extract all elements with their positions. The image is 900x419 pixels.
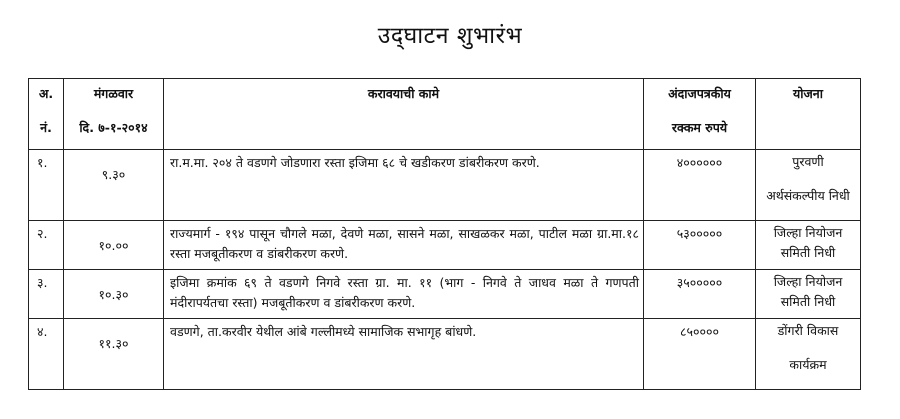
time-slot: १०.३० bbox=[98, 287, 129, 302]
document-title: उद्‌घाटन शुभारंभ bbox=[377, 23, 523, 49]
header-scheme bbox=[756, 79, 861, 150]
cell-scheme bbox=[756, 221, 861, 270]
header-time bbox=[64, 79, 164, 150]
header-amount-line1: अंदाजपत्रकीय bbox=[668, 86, 731, 101]
serial-number: ३. bbox=[37, 275, 48, 290]
cell-time bbox=[64, 221, 164, 270]
header-work-label: करावयाची कामे bbox=[367, 86, 440, 101]
scheme-line2: समिती निधी bbox=[780, 294, 836, 309]
estimated-amount: ४०००००० bbox=[676, 155, 723, 170]
cell-time bbox=[64, 150, 164, 221]
work-description: राज्यमार्ग - १९४ पासून चौगले मळा, देवणे मळा, सासने मळा, साखळकर मळा, पाटील मळा ग्रा.मा.१८ रस्ता मजबूतीकरण व डांबरीकरण करणे. bbox=[170, 226, 639, 261]
work-description: वडणगे, ता.करवीर येथील आंबे गल्लीमध्ये सामाजिक सभागृह बांधणे. bbox=[170, 324, 477, 339]
cell-time bbox=[64, 319, 164, 390]
table-row bbox=[29, 319, 861, 390]
table-row bbox=[29, 221, 861, 270]
scheme-name bbox=[756, 223, 860, 263]
cell-amount bbox=[644, 221, 756, 270]
scheme-line1: जिल्हा नियोजन bbox=[773, 274, 843, 289]
work-description: इजिमा क्रमांक ६९ ते वडणगे निगवे रस्ता ग्रा. मा. ११ (भाग - निगवे ते जाधव मळा ते गणपती मंदीरापर्यतचा रस्ता) मजबूतीकरण व डांबरीकरण करणे. bbox=[170, 275, 639, 310]
table-header-row bbox=[29, 79, 861, 150]
estimated-amount: ८५०००० bbox=[679, 324, 719, 339]
cell-scheme bbox=[756, 150, 861, 221]
header-time-line1: मंगळवार bbox=[93, 86, 134, 101]
serial-number: २. bbox=[37, 226, 48, 241]
header-serial-number bbox=[29, 79, 64, 150]
header-scheme-label: योजना bbox=[793, 86, 823, 101]
time-slot: १०.०० bbox=[98, 238, 129, 253]
estimated-amount: ५३००००० bbox=[676, 226, 723, 241]
scheme-line1: जिल्हा नियोजन bbox=[773, 225, 843, 240]
cell-time bbox=[64, 270, 164, 319]
time-slot: ९.३० bbox=[101, 167, 126, 182]
header-amount-line2: रक्कम रुपये bbox=[671, 120, 728, 135]
cell-scheme bbox=[756, 319, 861, 390]
header-work bbox=[164, 79, 644, 150]
scheme-line1: पुरवणी bbox=[792, 154, 824, 169]
table-row bbox=[29, 270, 861, 319]
cell-serial bbox=[29, 221, 64, 270]
header-time-line2: दि. ७-१-२०१४ bbox=[79, 120, 148, 135]
cell-amount bbox=[644, 270, 756, 319]
estimated-amount: ३५००००० bbox=[676, 275, 723, 290]
scheme-name bbox=[756, 272, 860, 312]
scheme-line2: अर्थसंकल्पीय निधी bbox=[766, 188, 850, 203]
cell-work bbox=[164, 150, 644, 221]
cell-scheme bbox=[756, 270, 861, 319]
serial-number: ४. bbox=[37, 324, 48, 339]
works-table bbox=[28, 78, 861, 390]
cell-serial bbox=[29, 150, 64, 221]
header-amount bbox=[644, 79, 756, 150]
scheme-line1: डोंगरी विकास bbox=[777, 323, 839, 338]
time-slot: ११.३० bbox=[98, 336, 129, 351]
cell-amount bbox=[644, 150, 756, 221]
cell-work bbox=[164, 319, 644, 390]
cell-serial bbox=[29, 270, 64, 319]
scheme-line2: समिती निधी bbox=[780, 245, 836, 260]
header-serial-line1: अ. bbox=[38, 86, 54, 101]
scheme-line2: कार्यक्रम bbox=[789, 357, 827, 372]
cell-work bbox=[164, 221, 644, 270]
table-row bbox=[29, 150, 861, 221]
cell-work bbox=[164, 270, 644, 319]
scheme-name bbox=[756, 152, 860, 206]
cell-amount bbox=[644, 319, 756, 390]
cell-serial bbox=[29, 319, 64, 390]
scheme-name bbox=[756, 321, 860, 375]
work-description: रा.म.मा. २०४ ते वडणगे जोडणारा रस्ता इजिमा ६८ चे खडीकरण डांबरीकरण करणे. bbox=[170, 155, 540, 170]
serial-number: १. bbox=[37, 155, 48, 170]
header-serial-line2: नं. bbox=[40, 120, 52, 135]
